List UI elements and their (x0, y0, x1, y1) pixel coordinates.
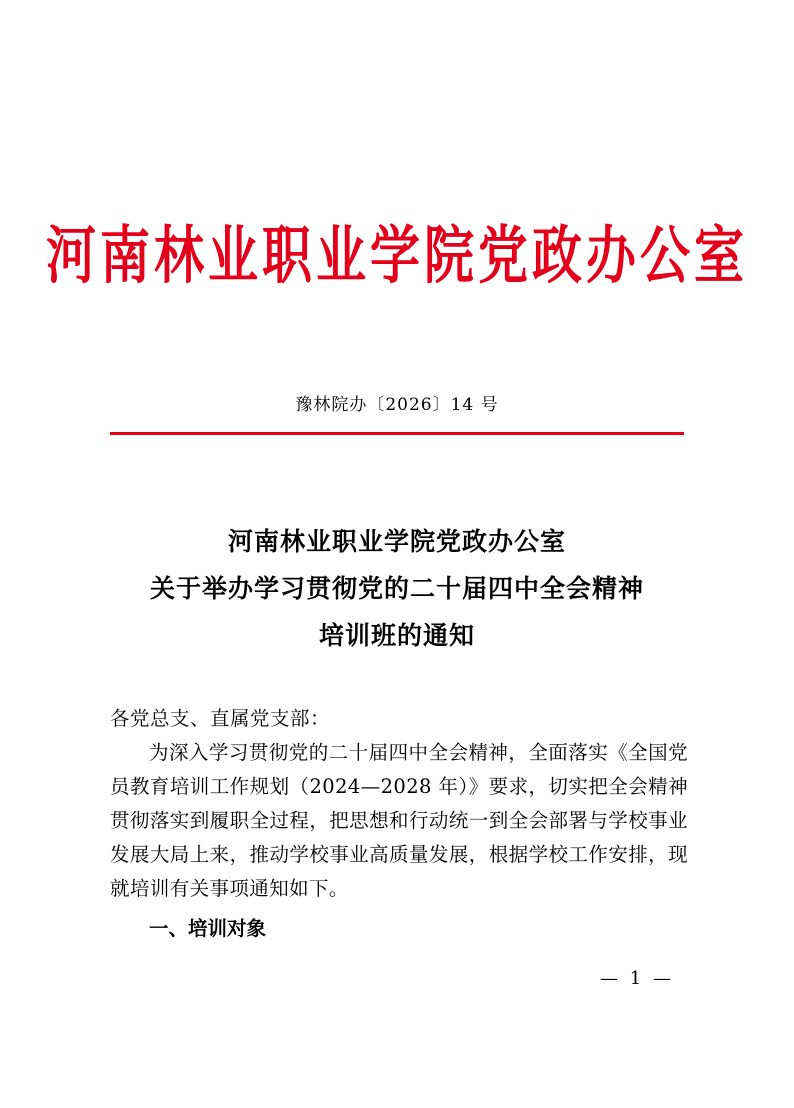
salutation: 各党总支、直属党支部： (110, 707, 331, 730)
title-line-3: 培训班的通知 (318, 621, 475, 650)
body-paragraph: 为深入学习贯彻党的二十届四中全会精神，全面落实《全国党员教育培训工作规划（2024—2028 年）》要求，切实把全会精神贯彻落实到履职全过程，把思想和行动统一到全会部署与学校事业发展大局上来，推动学校事业高质量发展，根据学校工作安排，现就培训有关事项通知如下。 (110, 741, 688, 900)
page-number-label: — 1 — (600, 968, 674, 989)
issuing-office-title: 河南林业职业学院党政办公室 (46, 218, 748, 292)
page-footer (0, 968, 794, 989)
title-line-2: 关于举办学习贯彻党的二十届四中全会精神 (149, 574, 644, 603)
document-body (110, 702, 688, 946)
document-header (0, 218, 794, 292)
document-number: 豫林院办〔2026〕14 号 (295, 395, 499, 415)
title-line-1: 河南林业职业学院党政办公室 (227, 527, 566, 556)
red-divider-rule (110, 432, 684, 435)
section-heading-training-audience: 一、培训对象 (149, 917, 267, 940)
document-title-block (0, 518, 794, 659)
